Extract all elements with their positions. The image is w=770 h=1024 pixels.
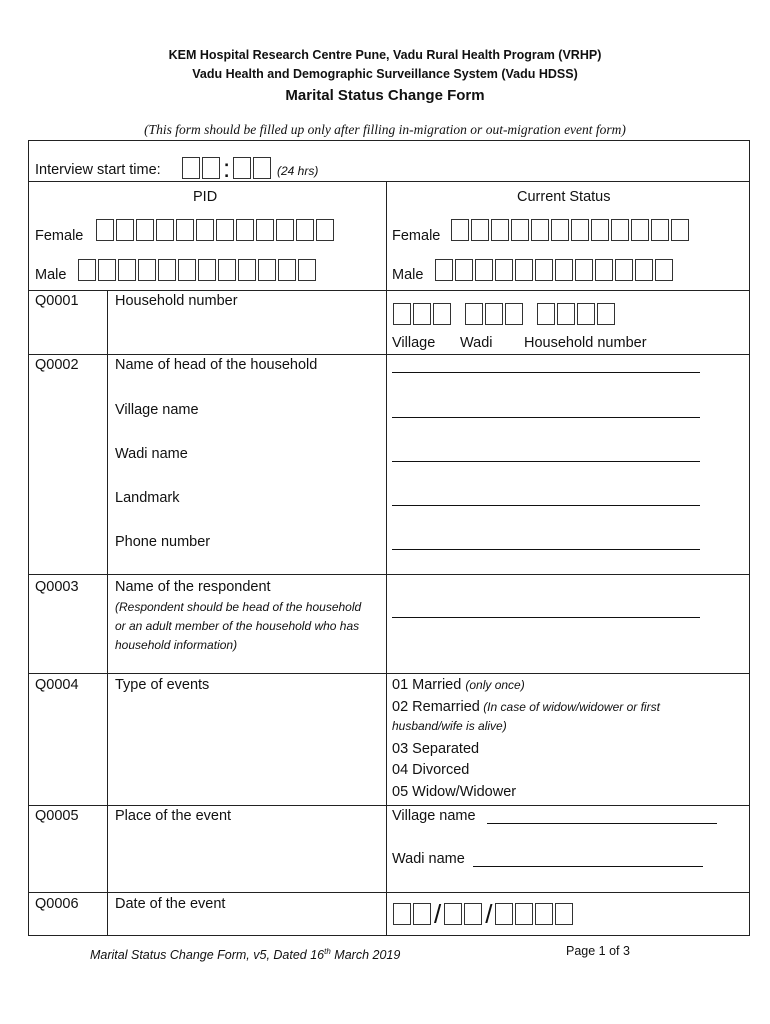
- pid-male-boxes[interactable]: [78, 259, 318, 281]
- wadi-name-label: Wadi name: [115, 446, 188, 462]
- footer-ordinal: th: [324, 947, 331, 956]
- status-male-boxes[interactable]: [435, 259, 675, 281]
- date-separator: /: [434, 899, 442, 929]
- row-divider: [29, 574, 749, 575]
- phone-number-label: Phone number: [115, 534, 211, 550]
- option-widow-widower[interactable]: 05 Widow/Widower: [392, 784, 517, 800]
- event-wadi-input-line[interactable]: [473, 866, 703, 867]
- option-remarried-note: (In case of widow/widower or first husband/wife is alive): [392, 700, 660, 733]
- sub-label-household-number: Household number: [524, 335, 647, 351]
- event-village-label: Village name: [392, 808, 476, 824]
- option-married-label: 01 Married: [392, 677, 462, 693]
- respondent-name-label: Name of the respondent: [115, 579, 271, 595]
- time-colon: :: [223, 153, 231, 183]
- date-separator: /: [485, 899, 493, 929]
- q0006-code: Q0006: [35, 896, 79, 912]
- q0004-code: Q0004: [35, 677, 79, 693]
- pid-male-label: Male: [35, 267, 67, 283]
- footer-version-date: March 2019: [330, 948, 401, 963]
- sub-label-wadi: Wadi: [460, 335, 493, 351]
- wadi-name-input-line[interactable]: [392, 461, 700, 462]
- household-number-boxes[interactable]: [393, 303, 617, 325]
- row-divider: [29, 892, 749, 893]
- respondent-name-input-line[interactable]: [392, 617, 700, 618]
- row-divider: [29, 290, 749, 291]
- event-place-label: Place of the event: [115, 808, 232, 824]
- pid-heading: PID: [193, 189, 218, 205]
- form-instruction: (This form should be filled up only after filling in-migration or out-migration event form): [144, 122, 626, 137]
- header-line-2: Vadu Health and Demographic Surveillance System (Vadu HDSS): [192, 67, 578, 81]
- pid-female-label: Female: [35, 228, 84, 244]
- event-wadi-label: Wadi name: [392, 851, 465, 867]
- q0001-code: Q0001: [35, 293, 79, 309]
- interview-time-boxes[interactable]: [182, 153, 273, 183]
- pid-female-boxes[interactable]: [96, 219, 336, 241]
- event-date-label: Date of the event: [115, 896, 226, 912]
- current-status-heading: Current Status: [517, 189, 611, 205]
- row-divider: [29, 354, 749, 355]
- event-village-input-line[interactable]: [487, 823, 717, 824]
- form-table: [28, 140, 750, 936]
- head-of-household-label: Name of head of the household: [115, 357, 318, 373]
- q0005-code: Q0005: [35, 808, 79, 824]
- q0001-label: Household number: [115, 293, 238, 309]
- landmark-input-line[interactable]: [392, 505, 700, 506]
- phone-number-input-line[interactable]: [392, 549, 700, 550]
- header-line-1: KEM Hospital Research Centre Pune, Vadu Rural Health Program (VRHP): [168, 48, 602, 62]
- village-name-label: Village name: [115, 402, 199, 418]
- option-remarried[interactable]: [392, 698, 712, 736]
- row-divider: [29, 673, 749, 674]
- option-separated[interactable]: 03 Separated: [392, 741, 480, 757]
- option-remarried-label: 02 Remarried: [392, 699, 480, 715]
- option-divorced[interactable]: 04 Divorced: [392, 762, 470, 778]
- q0003-code: Q0003: [35, 579, 79, 595]
- form-title: Marital Status Change Form: [285, 87, 485, 104]
- column-divider: [386, 181, 387, 936]
- interview-time-hint: (24 hrs): [277, 164, 319, 178]
- footer-page-number: Page 1 of 3: [566, 944, 630, 958]
- footer-version-text: Marital Status Change Form, v5, Dated 16: [90, 948, 325, 963]
- event-type-label: Type of events: [115, 677, 210, 693]
- village-name-input-line[interactable]: [392, 417, 700, 418]
- footer-form-version: [90, 943, 400, 964]
- sub-label-village: Village: [392, 335, 436, 351]
- status-female-boxes[interactable]: [451, 219, 691, 241]
- option-married-note: (only once): [465, 678, 525, 692]
- status-female-label: Female: [392, 228, 441, 244]
- landmark-label: Landmark: [115, 490, 180, 506]
- respondent-note: (Respondent should be head of the household or an adult member of the household who has household information): [115, 600, 362, 652]
- q0002-code: Q0002: [35, 357, 79, 373]
- row-divider: [29, 181, 749, 182]
- option-married[interactable]: [392, 677, 525, 694]
- head-of-household-input-line[interactable]: [392, 372, 700, 373]
- column-divider: [107, 290, 108, 936]
- event-date-boxes[interactable]: [393, 899, 575, 929]
- interview-start-label: Interview start time:: [35, 162, 161, 178]
- status-male-label: Male: [392, 267, 424, 283]
- row-divider: [29, 805, 749, 806]
